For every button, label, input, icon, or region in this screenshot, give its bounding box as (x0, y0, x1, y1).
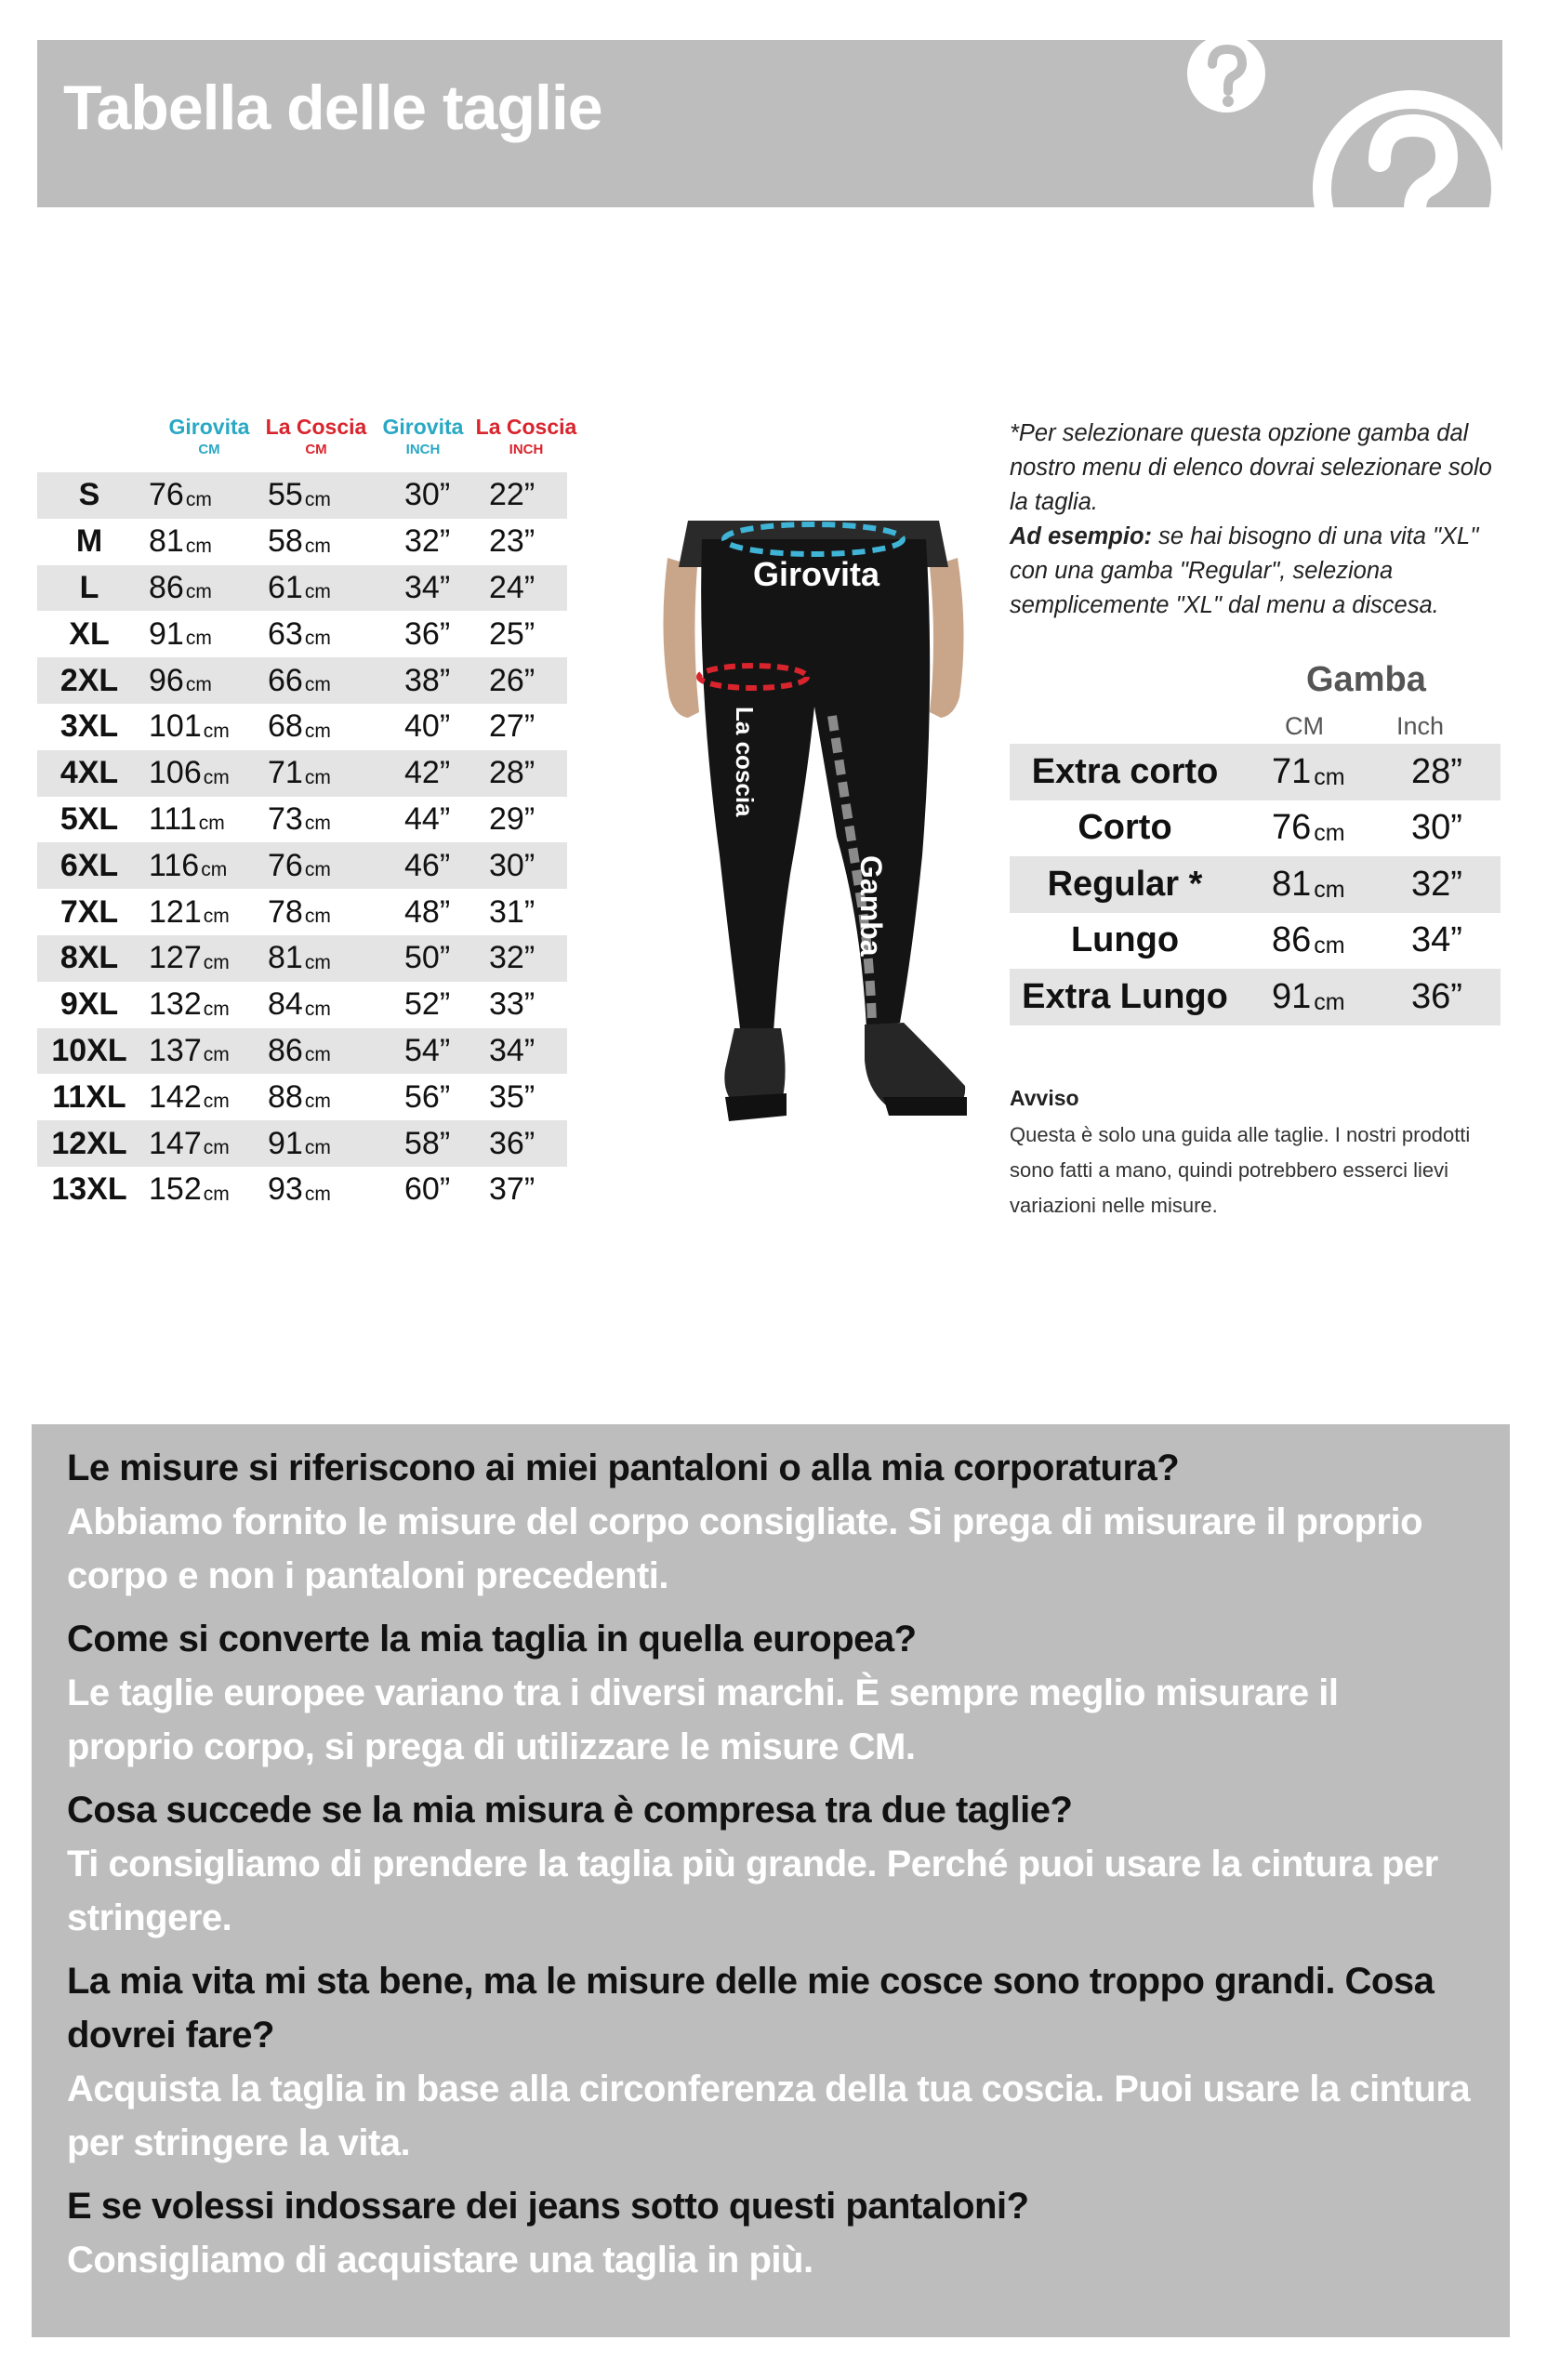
waist-cm-cell: 121 cm (149, 893, 230, 930)
thigh-cm-cell: 88 cm (268, 1078, 331, 1115)
table-row (37, 1120, 567, 1167)
waist-inch-cell: 46” (404, 847, 451, 883)
size-cell: S (78, 477, 100, 513)
faq-item (67, 1954, 1474, 2170)
faq-question: La mia vita mi sta bene, ma le misure delle mie cosce sono troppo grandi. Cosa dovrei fare? (67, 1961, 1435, 2056)
leg-table (1010, 744, 1501, 1025)
waist-inch-cell: 58” (404, 1125, 451, 1161)
thigh-inch-cell: 33” (489, 986, 536, 1023)
question-icon (1175, 40, 1277, 152)
thigh-inch-cell: 34” (489, 1032, 536, 1068)
waist-inch-cell: 50” (404, 940, 451, 976)
thigh-cm-cell: 58 cm (268, 523, 331, 560)
faq-answer: Consigliamo di acquistare una taglia in più. (67, 2240, 813, 2281)
size-cell: 13XL (51, 1171, 127, 1208)
leg-name-cell: Extra Lungo (1022, 976, 1228, 1016)
thigh-inch-cell: 25” (489, 615, 536, 652)
size-cell: 7XL (60, 893, 119, 930)
thigh-inch-cell: 37” (489, 1171, 536, 1208)
leg-cm-cell: 71 cm (1272, 751, 1345, 791)
thigh-cm-cell: 73 cm (268, 800, 331, 837)
waist-cm-cell: 86 cm (149, 569, 212, 605)
header-waist-cm: Girovita CM (168, 415, 250, 457)
notice-title: Avviso (1010, 1086, 1079, 1110)
thigh-cm-cell: 76 cm (268, 847, 331, 883)
table-row (37, 935, 567, 982)
waist-inch-cell: 56” (404, 1078, 451, 1115)
thigh-cm-cell: 78 cm (268, 893, 331, 930)
table-row (37, 1074, 567, 1120)
thigh-cm-cell: 91 cm (268, 1125, 331, 1161)
table-row (37, 657, 567, 704)
table-row (37, 611, 567, 657)
leg-cm-cell: 76 cm (1272, 808, 1345, 848)
thigh-cm-cell: 68 cm (268, 708, 331, 745)
waist-cm-cell: 142 cm (149, 1078, 230, 1115)
size-cell: 6XL (60, 847, 119, 883)
thigh-cm-cell: 93 cm (268, 1171, 331, 1208)
leg-col-inch: Inch (1396, 712, 1445, 740)
leg-cm-cell: 91 cm (1272, 976, 1345, 1016)
waist-inch-cell: 36” (404, 615, 451, 652)
waist-cm-cell: 116 cm (149, 847, 228, 883)
thigh-cm-cell: 81 cm (268, 940, 331, 976)
faq-item (67, 2179, 1474, 2287)
leg-label: Gamba (854, 855, 888, 957)
waist-inch-cell: 60” (404, 1171, 451, 1208)
size-cell: 8XL (60, 940, 119, 976)
thigh-inch-cell: 24” (489, 569, 536, 605)
waist-cm-cell: 127 cm (149, 940, 230, 976)
waist-inch-cell: 30” (404, 477, 451, 513)
selection-note: *Per selezionare questa opzione gamba dal nostro menu di elenco dovrai selezionare solo la taglia. Ad esempio: se hai bisogno di una vita "XL" con una gamba "Regular", seleziona semplicemente "XL" dal menu a discesa. (1010, 420, 1492, 618)
leg-cm-cell: 86 cm (1272, 920, 1345, 960)
size-cell: 2XL (60, 662, 119, 698)
waist-cm-cell: 81 cm (149, 523, 212, 560)
faq-item (67, 1783, 1474, 1945)
waist-cm-cell: 101 cm (149, 708, 230, 745)
size-cell: M (75, 523, 103, 560)
leg-inch-cell: 36” (1411, 976, 1462, 1016)
table-row (1010, 800, 1501, 857)
size-cell: 5XL (60, 800, 119, 837)
table-row (1010, 856, 1501, 913)
waist-inch-cell: 40” (404, 708, 451, 745)
leg-name-cell: Extra corto (1031, 751, 1219, 791)
waist-cm-cell: 152 cm (149, 1171, 230, 1208)
waist-inch-cell: 38” (404, 662, 451, 698)
thigh-inch-cell: 27” (489, 708, 536, 745)
thigh-inch-cell: 26” (489, 662, 536, 698)
table-row (1010, 913, 1501, 970)
faq-answer: Le taglie europee variano tra i diversi marchi. È sempre meglio misurare il proprio corpo, si prega di utilizzare le misure CM. (67, 1673, 1339, 1767)
size-cell: 12XL (51, 1125, 127, 1161)
table-row (37, 750, 567, 797)
table-row (37, 1028, 567, 1075)
table-row (1010, 969, 1501, 1025)
size-cell: 4XL (60, 755, 119, 791)
waist-inch-cell: 52” (404, 986, 451, 1023)
waist-inch-cell: 34” (404, 569, 451, 605)
leg-name-cell: Lungo (1070, 920, 1180, 960)
table-row (37, 472, 567, 519)
leg-name-cell: Regular * (1047, 864, 1203, 904)
question-large-icon (1309, 68, 1502, 207)
thigh-inch-cell: 36” (489, 1125, 536, 1161)
faq-question: Come si converte la mia taglia in quella europea? (67, 1619, 917, 1659)
faq-answer: Abbiamo fornito le misure del corpo consigliate. Si prega di misurare il proprio corpo e non i pantaloni precedenti. (67, 1501, 1423, 1596)
leg-inch-cell: 34” (1411, 920, 1462, 960)
table-row (37, 565, 567, 612)
thigh-inch-cell: 22” (489, 477, 536, 513)
waist-cm-cell: 147 cm (149, 1125, 230, 1161)
leg-inch-cell: 28” (1411, 751, 1462, 791)
page-title: Tabella delle taglie (63, 73, 602, 143)
faq-question: E se volessi indossare dei jeans sotto questi pantaloni? (67, 2186, 1029, 2227)
waist-inch-cell: 48” (404, 893, 451, 930)
faq-answer: Acquista la taglia in base alla circonferenza della tua coscia. Puoi usare la cintura per stringere la vita. (67, 2069, 1471, 2163)
thigh-cm-cell: 61 cm (268, 569, 331, 605)
table-row (1010, 744, 1501, 800)
leg-inch-cell: 32” (1411, 864, 1462, 904)
faq-panel (32, 1424, 1510, 2337)
waist-cm-cell: 137 cm (149, 1032, 230, 1068)
table-row (37, 842, 567, 889)
table-row (37, 797, 567, 843)
thigh-inch-cell: 29” (489, 800, 536, 837)
thigh-inch-cell: 32” (489, 940, 536, 976)
header-thigh-inch: La Coscia INCH (475, 415, 577, 457)
leg-name-cell: Corto (1078, 808, 1172, 848)
size-cell: XL (69, 615, 110, 652)
header-thigh-cm: La Coscia CM (265, 415, 367, 457)
thigh-inch-cell: 23” (489, 523, 536, 560)
waist-cm-cell: 96 cm (149, 662, 212, 698)
waist-cm-cell: 91 cm (149, 615, 212, 652)
size-cell: 9XL (60, 986, 119, 1023)
thigh-inch-cell: 35” (489, 1078, 536, 1115)
faq-item (67, 1441, 1474, 1603)
size-rows (37, 472, 567, 1213)
waist-cm-cell: 111 cm (149, 800, 225, 837)
size-cell: 10XL (51, 1032, 127, 1068)
waist-inch-cell: 54” (404, 1032, 451, 1068)
waist-label: Girovita (753, 555, 880, 593)
thigh-cm-cell: 55 cm (268, 477, 331, 513)
waist-cm-cell: 106 cm (149, 755, 230, 791)
table-row (37, 519, 567, 565)
thigh-cm-cell: 84 cm (268, 986, 331, 1023)
size-cell: 11XL (52, 1078, 126, 1115)
thigh-inch-cell: 28” (489, 755, 536, 791)
thigh-cm-cell: 63 cm (268, 615, 331, 652)
faq-question: Le misure si riferiscono ai miei pantaloni o alla mia corporatura? (67, 1448, 1180, 1488)
leg-inch-cell: 30” (1411, 808, 1462, 848)
table-row (37, 1167, 567, 1213)
header-waist-inch: Girovita INCH (382, 415, 464, 457)
waist-inch-cell: 32” (404, 523, 451, 560)
waist-inch-cell: 44” (404, 800, 451, 837)
faq-question: Cosa succede se la mia misura è compresa tra due taglie? (67, 1790, 1073, 1831)
thigh-cm-cell: 86 cm (268, 1032, 331, 1068)
leg-table-title: Gamba (1306, 660, 1426, 699)
table-row (37, 889, 567, 935)
header-banner (37, 40, 1502, 207)
waist-cm-cell: 76 cm (149, 477, 212, 513)
size-cell: L (79, 569, 99, 605)
thigh-inch-cell: 31” (489, 893, 536, 930)
faq-item (67, 1612, 1474, 1774)
waist-cm-cell: 132 cm (149, 986, 230, 1023)
leg-col-cm: CM (1285, 712, 1324, 740)
faq-answer: Ti consigliamo di prendere la taglia più grande. Perché puoi usare la cintura per stringere. (67, 1844, 1438, 1938)
pants-figure (651, 502, 976, 1134)
table-row (37, 982, 567, 1028)
table-row (37, 704, 567, 750)
thigh-cm-cell: 71 cm (268, 755, 331, 791)
size-cell: 3XL (60, 708, 119, 745)
leg-cm-cell: 81 cm (1272, 864, 1345, 904)
notice-text: Questa è solo una guida alle taglie. I nostri prodotti sono fatti a mano, quindi potrebbero esserci lievi variazioni nelle misure. (1010, 1123, 1471, 1217)
thigh-inch-cell: 30” (489, 847, 536, 883)
thigh-cm-cell: 66 cm (268, 662, 331, 698)
waist-inch-cell: 42” (404, 755, 451, 791)
thigh-label: La coscia (731, 707, 759, 817)
